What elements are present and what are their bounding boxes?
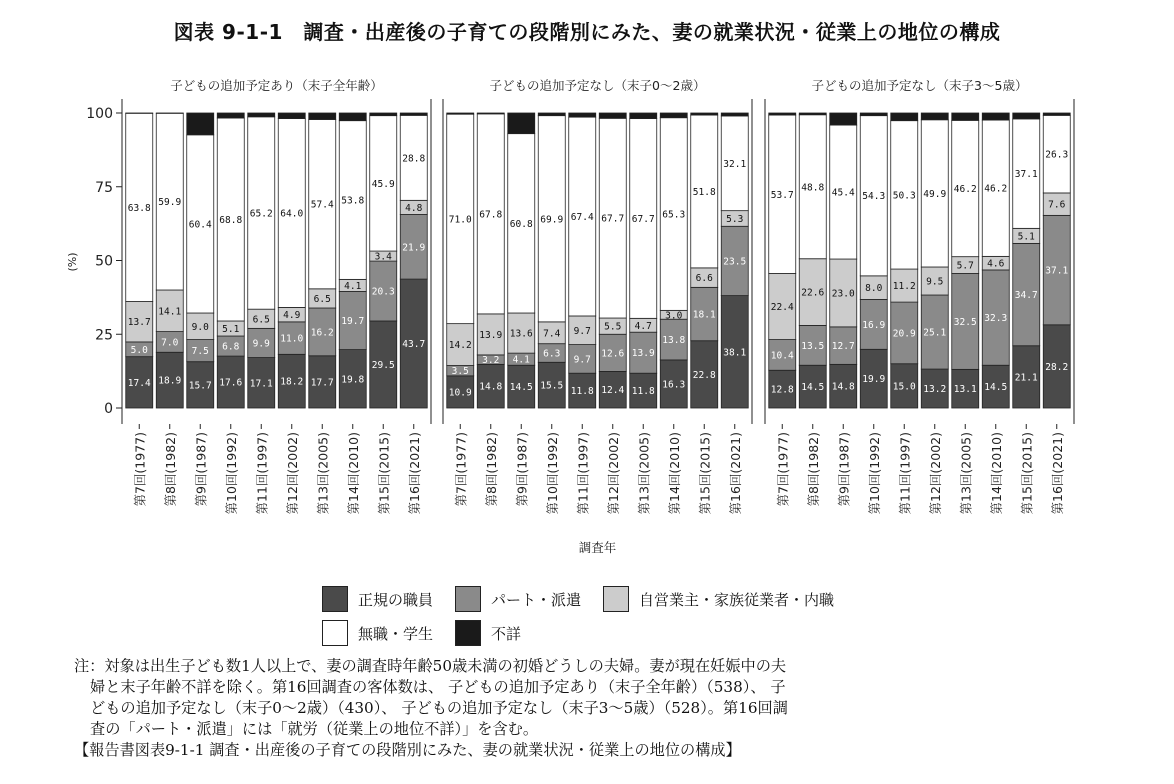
data-label: 6.5 (313, 293, 331, 305)
bar-segment (660, 113, 687, 118)
data-label: 4.7 (634, 320, 652, 332)
data-label: 3.4 (374, 251, 392, 263)
x-tick-label: 第10回(1992) (223, 432, 239, 515)
x-tick-label: 第13回(2005) (636, 432, 652, 515)
data-label: 9.0 (191, 321, 209, 333)
data-label: 14.5 (984, 382, 1008, 394)
data-label: 18.1 (692, 309, 716, 321)
x-tick-label: 第11回(1997) (897, 432, 913, 515)
legend-label-regular: 正規の職員 (358, 590, 434, 609)
data-label: 16.3 (662, 379, 686, 391)
data-label: 26.3 (1045, 149, 1069, 161)
bar-segment (860, 113, 887, 116)
data-label: 6.5 (252, 314, 270, 326)
data-label: 17.1 (249, 378, 273, 390)
bar-segment (278, 113, 305, 119)
data-label: 22.6 (801, 287, 825, 299)
data-label: 14.5 (801, 382, 825, 394)
data-label: 12.4 (601, 385, 625, 397)
data-label: 48.8 (801, 182, 825, 194)
bar-segment (447, 113, 474, 114)
data-label: 20.9 (892, 328, 916, 340)
data-label: 4.6 (987, 258, 1005, 270)
data-label: 49.9 (923, 188, 947, 200)
data-label: 13.7 (127, 317, 151, 329)
data-label: 14.8 (831, 381, 855, 393)
x-tick-label: 第9回(1987) (514, 432, 530, 507)
data-label: 57.4 (310, 199, 334, 211)
bar-segment (921, 113, 948, 120)
data-label: 7.4 (543, 328, 561, 340)
bar-segment (477, 113, 504, 114)
data-label: 46.2 (953, 184, 977, 196)
data-label: 21.1 (1014, 372, 1038, 384)
data-label: 16.9 (862, 319, 886, 331)
bar-segment (569, 113, 596, 117)
data-label: 51.8 (692, 186, 716, 198)
data-label: 4.9 (283, 310, 301, 322)
x-tick-label: 第8回(1982) (805, 432, 821, 507)
data-label: 60.8 (509, 218, 533, 230)
data-label: 5.5 (604, 321, 622, 333)
panel-title: 子どもの追加予定あり（末子全年齢） (170, 78, 383, 93)
data-label: 12.8 (770, 384, 794, 396)
data-label: 32.1 (723, 158, 747, 170)
x-tick-label: 第11回(1997) (254, 432, 270, 515)
bar-segment (952, 113, 979, 120)
data-label: 16.2 (310, 327, 334, 339)
bar-segment (599, 113, 626, 118)
data-label: 4.1 (344, 280, 362, 292)
legend-item-parttime (455, 586, 581, 612)
data-label: 53.8 (341, 195, 365, 207)
y-tick-label: 50 (95, 253, 113, 270)
data-label: 17.7 (310, 377, 334, 389)
bar-segment (799, 113, 826, 115)
bar-segment (1013, 113, 1040, 119)
legend-label-unknown: 不詳 (491, 624, 522, 643)
x-tick-label: 第8回(1982) (483, 432, 499, 507)
data-label: 19.9 (862, 374, 886, 386)
data-label: 13.2 (923, 384, 947, 396)
data-label: 8.0 (865, 283, 883, 295)
data-label: 13.8 (662, 335, 686, 347)
data-label: 34.7 (1014, 290, 1038, 302)
x-tick-label: 第10回(1992) (866, 432, 882, 515)
bar-segment (508, 113, 535, 134)
legend-label-unemployed: 無職・学生 (358, 624, 434, 643)
data-label: 5.3 (726, 213, 744, 225)
x-tick-label: 第12回(2002) (284, 432, 300, 515)
data-label: 7.6 (1048, 199, 1066, 211)
source-note: 【報告書図表9-1-1 調査・出産後の子育ての段階別にみた、妻の就業状況・従業上の地位の構成】 (74, 741, 741, 759)
bar-segment (187, 113, 214, 135)
data-label: 68.8 (219, 214, 243, 226)
data-label: 7.5 (191, 346, 209, 358)
data-label: 67.4 (570, 212, 594, 224)
data-label: 37.1 (1014, 169, 1038, 181)
data-label: 12.6 (601, 348, 625, 360)
legend-swatch-unknown (455, 620, 481, 646)
data-label: 6.8 (222, 341, 240, 353)
bar-segment (538, 113, 565, 116)
data-label: 67.7 (631, 213, 655, 225)
x-tick-label: 第14回(2010) (345, 432, 361, 515)
footnote-line-4: 査の「パート・派遣」には「就労（従業上の地位不詳）」を含む。 (90, 720, 539, 738)
data-label: 59.9 (158, 197, 182, 209)
bar-segment (691, 113, 718, 115)
data-label: 60.4 (188, 219, 212, 231)
data-label: 64.0 (280, 208, 304, 220)
panel-title: 子どもの追加予定なし（末子3～5歳） (811, 78, 1028, 93)
x-tick-label: 第12回(2002) (605, 432, 621, 515)
data-label: 15.7 (188, 380, 212, 392)
footnote (74, 656, 1064, 761)
data-label: 9.7 (573, 354, 591, 366)
data-label: 11.0 (280, 333, 304, 345)
legend-label-parttime: パート・派遣 (491, 590, 582, 609)
data-label: 25.1 (923, 327, 947, 339)
data-label: 13.9 (631, 348, 655, 360)
data-label: 50.3 (892, 190, 916, 202)
legend-swatch-selfemployed (603, 586, 629, 612)
data-label: 17.4 (127, 377, 151, 389)
data-label: 21.9 (402, 242, 426, 254)
bar-segment (217, 113, 244, 118)
data-label: 17.6 (219, 377, 243, 389)
x-tick-label: 第16回(2021) (1049, 432, 1065, 515)
x-tick-label: 第16回(2021) (406, 432, 422, 515)
data-label: 5.1 (1017, 231, 1035, 243)
legend-row-2 (322, 616, 942, 650)
data-label: 11.8 (570, 386, 594, 398)
data-label: 71.0 (448, 214, 472, 226)
x-tick-label: 第7回(1977) (453, 432, 469, 507)
legend-label-selfemployed: 自営業主・家族従業者・内職 (639, 590, 835, 609)
x-tick-label: 第14回(2010) (988, 432, 1004, 515)
data-label: 18.9 (158, 375, 182, 387)
legend-swatch-unemployed (322, 620, 348, 646)
bar-segment (339, 113, 366, 121)
legend-swatch-parttime (455, 586, 481, 612)
data-label: 9.5 (926, 276, 944, 288)
data-label: 18.2 (280, 376, 304, 388)
data-label: 14.1 (158, 306, 182, 318)
data-label: 13.9 (479, 329, 503, 341)
data-label: 13.6 (509, 328, 533, 340)
data-label: 9.7 (573, 325, 591, 337)
bar-segment (830, 113, 857, 125)
data-label: 37.1 (1045, 265, 1069, 277)
data-label: 46.2 (984, 183, 1008, 195)
data-label: 13.5 (801, 340, 825, 352)
x-tick-label: 第14回(2010) (666, 432, 682, 515)
data-label: 3.2 (482, 355, 500, 367)
legend-item-selfemployed (603, 586, 834, 612)
x-tick-label: 第10回(1992) (544, 432, 560, 515)
data-label: 11.8 (631, 386, 655, 398)
x-tick-label: 第16回(2021) (727, 432, 743, 515)
bar-segment (309, 113, 336, 119)
legend-swatch-regular (322, 586, 348, 612)
data-label: 32.5 (953, 316, 977, 328)
x-tick-label: 第11回(1997) (575, 432, 591, 515)
y-tick-label: 0 (104, 401, 113, 417)
legend-item-unknown (455, 620, 521, 646)
bar-segment (1043, 113, 1070, 115)
data-label: 5.7 (956, 260, 974, 272)
bar-segment (400, 113, 427, 115)
x-tick-label: 第7回(1977) (775, 432, 791, 507)
chart-title: 図表 9-1-1 調査・出産後の子育ての段階別にみた、妻の就業状況・従業上の地位の構成 (173, 20, 1001, 44)
data-label: 45.4 (831, 187, 855, 199)
x-tick-label: 第15回(2015) (1019, 432, 1035, 515)
data-label: 23.0 (831, 288, 855, 300)
data-label: 6.6 (695, 273, 713, 285)
data-label: 3.0 (665, 310, 683, 322)
panel-title: 子どもの追加予定なし（末子0～2歳） (489, 78, 706, 93)
legend (322, 582, 942, 650)
data-label: 9.9 (252, 338, 270, 350)
x-tick-label: 第12回(2002) (927, 432, 943, 515)
x-axis-title: 調査年 (578, 540, 617, 555)
x-tick-label: 第8回(1982) (162, 432, 178, 507)
data-label: 43.7 (402, 339, 426, 351)
bar-segment (891, 113, 918, 121)
x-tick-label: 第9回(1987) (836, 432, 852, 507)
y-tick-label: 25 (95, 327, 113, 344)
x-tick-label: 第15回(2015) (376, 432, 392, 515)
data-label: 15.0 (892, 381, 916, 393)
x-tick-label: 第15回(2015) (697, 432, 713, 515)
data-label: 45.9 (371, 178, 395, 190)
data-label: 5.0 (130, 344, 148, 356)
data-label: 32.3 (984, 313, 1008, 325)
x-tick-label: 第7回(1977) (132, 432, 148, 507)
bar-segment (630, 113, 657, 119)
data-label: 10.9 (448, 387, 472, 399)
data-label: 28.8 (402, 153, 426, 165)
y-tick-label: 75 (95, 179, 113, 196)
footnote-line-3: どもの追加予定なし（末子0～2歳）（430）、 子どもの追加予定なし（末子3～5歳）（528）。第16回調 (90, 699, 788, 717)
data-label: 53.7 (770, 189, 794, 201)
data-label: 19.8 (341, 374, 365, 386)
x-tick-label: 第13回(2005) (315, 432, 331, 515)
data-label: 69.9 (540, 214, 564, 226)
bar-segment (769, 113, 796, 115)
data-label: 4.8 (405, 202, 423, 214)
bar-segment (370, 113, 397, 116)
data-label: 28.2 (1045, 361, 1069, 373)
data-label: 67.8 (479, 209, 503, 221)
data-label: 6.3 (543, 348, 561, 360)
data-label: 7.0 (161, 337, 179, 349)
x-tick-label: 第13回(2005) (958, 432, 974, 515)
bar-segment (248, 113, 275, 117)
legend-item-regular (322, 586, 433, 612)
bar-segment (982, 113, 1009, 120)
data-label: 22.8 (692, 369, 716, 381)
data-label: 14.8 (479, 381, 503, 393)
data-label: 14.2 (448, 340, 472, 352)
data-label: 10.4 (770, 350, 794, 362)
data-label: 11.2 (892, 281, 916, 293)
data-label: 3.5 (451, 366, 469, 378)
data-label: 29.5 (371, 359, 395, 371)
data-label: 65.3 (662, 209, 686, 221)
data-label: 12.7 (831, 341, 855, 353)
data-label: 4.1 (512, 354, 530, 366)
data-label: 67.7 (601, 213, 625, 225)
data-label: 19.7 (341, 316, 365, 328)
data-label: 22.4 (770, 302, 794, 314)
bar-segment (721, 113, 748, 116)
data-label: 23.5 (723, 256, 747, 268)
footnote-line-2: 婦と末子年齢不詳を除く。第16回調査の客体数は、 子どもの追加予定あり（末子全年齢）（538）、 子 (90, 678, 786, 696)
y-axis-title: (%) (66, 252, 79, 272)
data-label: 5.1 (222, 323, 240, 335)
y-tick-label: 100 (86, 106, 113, 122)
x-tick-label: 第9回(1987) (193, 432, 209, 507)
data-label: 15.5 (540, 380, 564, 392)
data-label: 38.1 (723, 347, 747, 359)
data-label: 13.1 (953, 384, 977, 396)
data-label: 20.3 (371, 286, 395, 298)
legend-item-unemployed (322, 620, 433, 646)
data-label: 63.8 (127, 202, 151, 214)
legend-row-1 (322, 582, 942, 616)
data-label: 14.5 (509, 382, 533, 394)
data-label: 54.3 (862, 191, 886, 203)
data-label: 65.2 (249, 208, 273, 220)
footnote-line-1: 注：対象は出生子ども数1人以上で、妻の調査時年齢50歳未満の初婚どうしの夫婦。妻が現在妊娠中の夫 (74, 657, 787, 675)
